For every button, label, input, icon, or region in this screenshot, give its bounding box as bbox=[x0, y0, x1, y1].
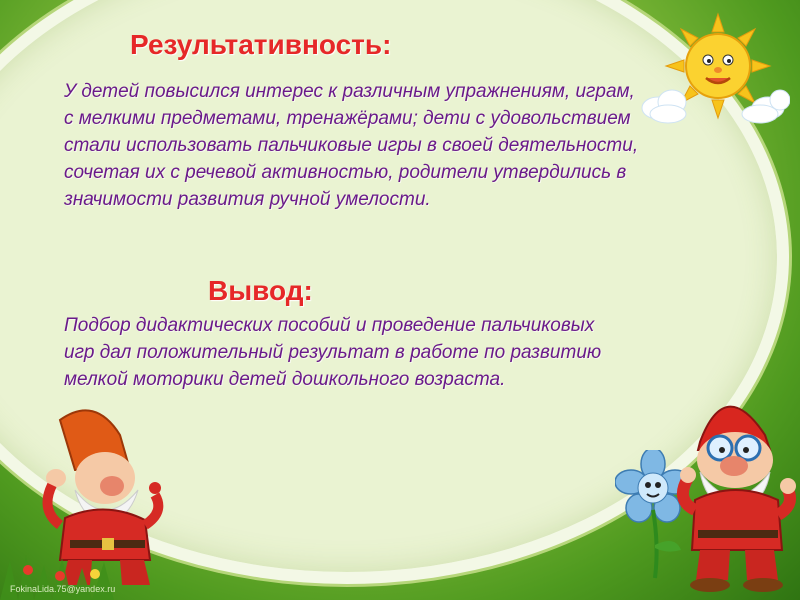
conclusion-text: Подбор дидактических пособий и проведение пальчиковых игр дал положительный результат в работе по развитию мелкой моторики детей дошкольного возраста. bbox=[64, 315, 602, 390]
conclusion-heading: Вывод: bbox=[208, 275, 313, 306]
sun-illustration bbox=[640, 8, 790, 128]
results-text: У детей повысился интерес к различным упражнениям, играм, с мелкими предметами, тренажёрами; дети с удовольствием стали использовать пальчиковые игры в своей деятельности, сочетая их с речевой активностью, родители утвердились в значимости развития ручной умелости. bbox=[64, 81, 639, 210]
gnome-right-illustration bbox=[670, 380, 800, 595]
footer-credit: FokinaLida.75@yandex.ru bbox=[10, 584, 116, 594]
results-heading: Результативность: bbox=[130, 29, 392, 60]
